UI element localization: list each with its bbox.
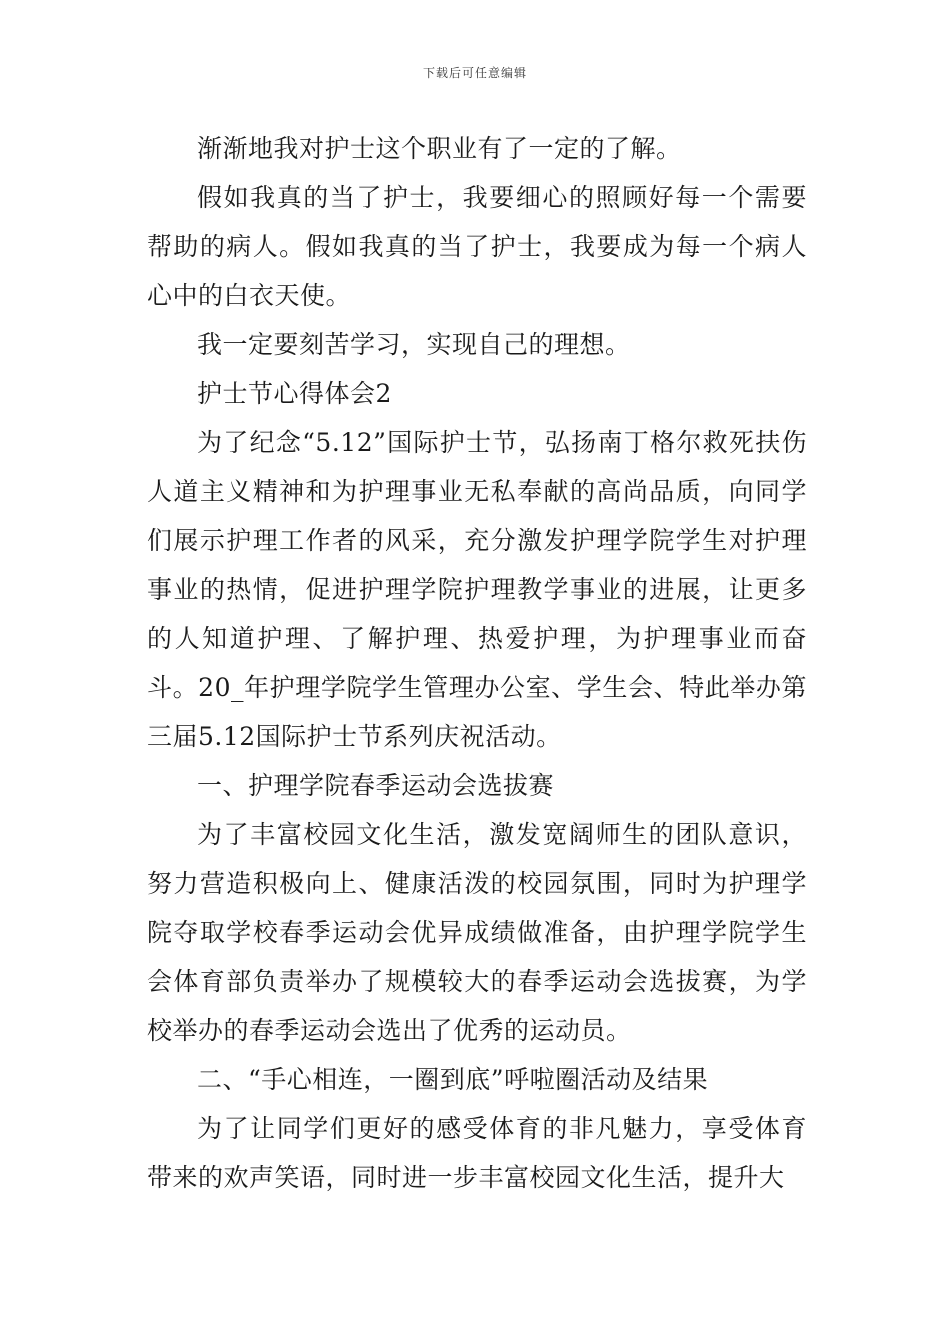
paragraph: 为了丰富校园文化生活，激发宽阔师生的团队意识，努力营造积极向上、健康活泼的校园氛围，同时为护理学院夺取学校春季运动会优异成绩做准备，由护理学院学生会体育部负责举办了规模较大的春季运动会选拔赛，为学校举办的春季运动会选出了优秀的运动员。 — [147, 820, 807, 1045]
paragraph: 为了纪念“5.12”国际护士节，弘扬南丁格尔救死扶伤人道主义精神和为护理事业无私奉献的高尚品质，向同学们展示护理工作者的风采，充分激发护理学院学生对护理事业的热情，促进护理学院护理教学事业的进展，让更多的人知道护理、了解护理、热爱护理，为护理事业而奋斗。20_年护理学院学生管理办公室、学生会、特此举办第三届5.12国际护士节系列庆祝活动。 — [147, 428, 807, 751]
section-heading: 二、“手心相连，一圈到底”呼啦圈活动及结果 — [197, 1065, 709, 1094]
paragraph: 为了让同学们更好的感受体育的非凡魅力，享受体育带来的欢声笑语，同时进一步丰富校园文化生活，提升大 — [147, 1114, 807, 1192]
page-header-note: 下载后可任意编辑 — [422, 66, 527, 80]
paragraph: 我一定要刻苦学习，实现自己的理想。 — [197, 330, 631, 359]
paragraph: 假如我真的当了护士，我要细心的照顾好每一个需要帮助的病人。假如我真的当了护士，我要成为每一个病人心中的白衣天使。 — [147, 183, 807, 310]
section-heading: 一、护理学院春季运动会选拔赛 — [197, 771, 555, 800]
section-heading: 护士节心得体会2 — [197, 379, 392, 408]
paragraph: 渐渐地我对护士这个职业有了一定的了解。 — [197, 134, 682, 163]
document-body — [147, 124, 807, 1202]
